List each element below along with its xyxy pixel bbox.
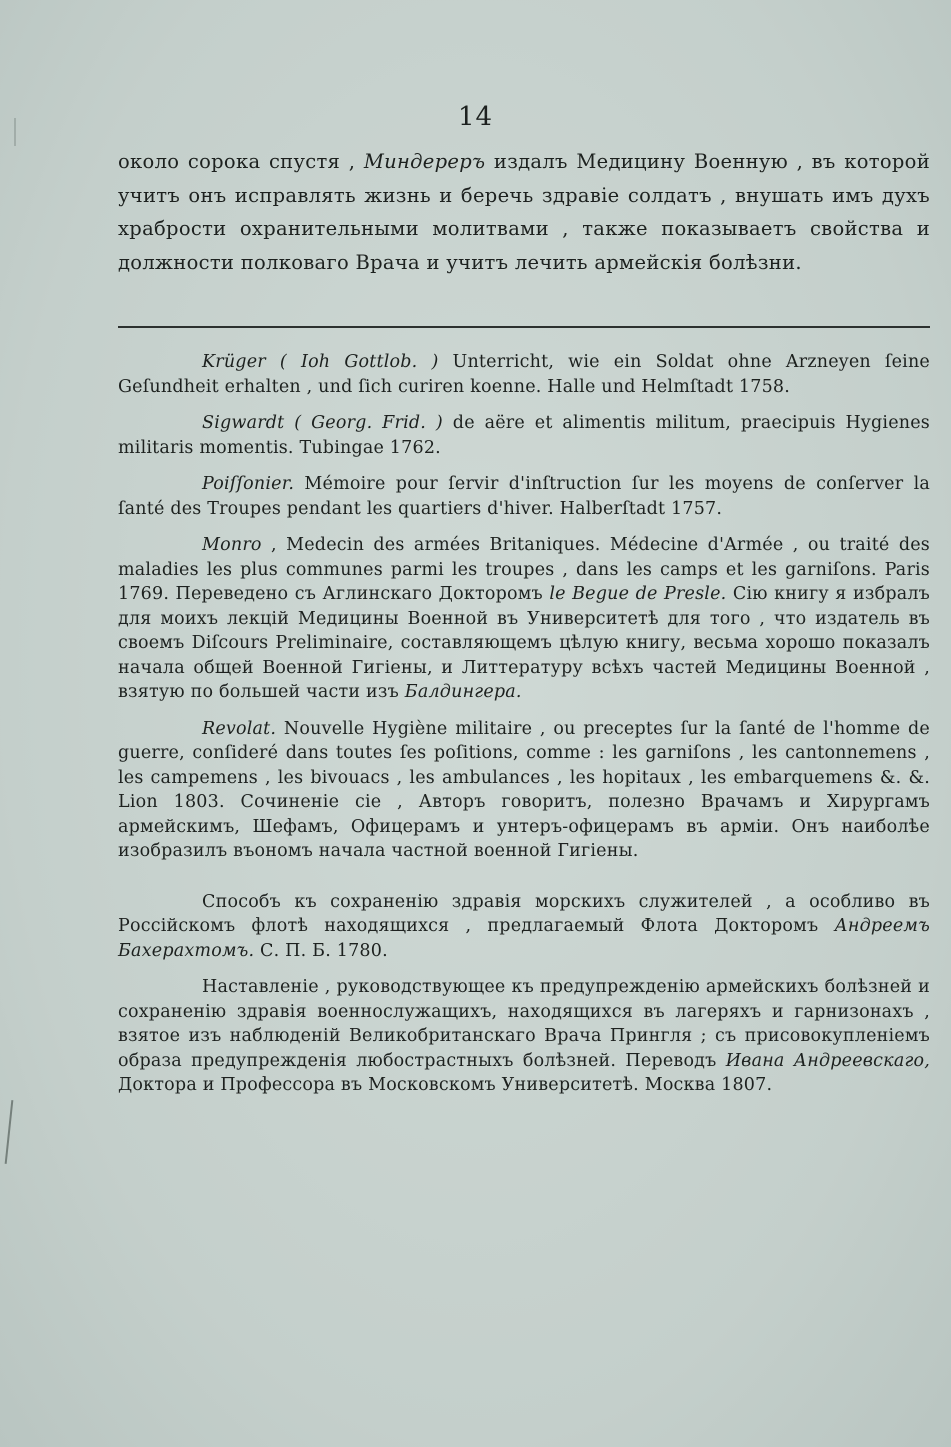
entry-text: С. П. Б. 1780. (254, 940, 388, 961)
bibliography-entry (118, 472, 930, 521)
entry-text: Наставленіе , руководствующее къ предупрежденію армейскихъ болѣзней и сохраненію здравія военнослужащихъ, находящихся въ лагеряхъ и гарнизонахъ , взятое изъ наблюденій Великобританскаго Врача Прингля ; съ присовокупленіемъ образа предупрежденія любострастныхъ болѣзней. Переводъ (118, 977, 930, 1071)
entry-author: Poiſſonier. (202, 474, 295, 494)
main-text (118, 145, 930, 279)
entry-author: Revolat. (202, 718, 277, 739)
entry-author: Monro (202, 535, 262, 555)
main-text-part: около сорока спустя , (118, 150, 364, 173)
author-name: Миндереръ (363, 150, 486, 173)
main-text-part: издалъ Медицину Военную , въ которой учитъ онъ исправлять жизнь и беречь здравіе солдатъ , внушать имъ духъ храбрости охранительными молитвами , также показываетъ свойства и должности полковаго Врача и учитъ лечить армейскія болѣзни. (118, 150, 930, 274)
footnote-divider (118, 326, 930, 328)
entry-text: Доктора и Профессора въ Московскомъ Университетѣ. Москва 1807. (118, 1075, 773, 1095)
bibliography-entry (118, 411, 930, 460)
entry-author: Krüger ( Ioh Gottlob. ) (202, 352, 439, 372)
entry-author: Балдингера. (404, 682, 522, 702)
bibliography-entry (118, 717, 930, 864)
entry-text: Сію книгу я избралъ для моихъ лекцій Медицины Военной въ Университетѣ для того , что издатель въ своемъ Diſcours Preliminaire, составляющемъ цѣлую книгу, весьма хорошо показалъ начала общей Военной Гигіены, и Литтературу всѣхъ частей Медицины Военной , взятую по большей части изъ (118, 584, 930, 702)
bibliography-entry (118, 533, 930, 705)
entry-author: Ивана Андреевскаго, (725, 1050, 930, 1071)
entry-text: Mémoire pour ſervir d'inſtruction ſur les moyens de conſerver la ſanté des Troupes pendant les quartiers d'hiver. Halberſtadt 1757. (118, 474, 930, 519)
entry-author: Андреемъ Бахерахтомъ. (118, 916, 930, 961)
main-paragraph (118, 145, 930, 279)
bibliography-notes (118, 350, 930, 1110)
entry-text: Unterricht, wie ein Soldat ohne Arzneyen ſeine Geſundheit erhalten , und ſich curiren koenne. Halle und Helmſtadt 1758. (118, 352, 930, 397)
entry-text: de aëre et alimentis militum, praecipuis Hygienes militaris momentis. Tubingae 1762. (118, 413, 930, 458)
entry-text: Способъ къ сохраненію здравія морскихъ служителей , а особливо въ Россійскомъ флотѣ находящихся , предлагаемый Флота Докторомъ (118, 891, 930, 936)
entry-text: Nouvelle Hygiène militaire , ou preceptes ſur la ſanté de l'homme de guerre, conſideré dans toutes ſes poſitions, comme : les garniſons , les cantonnemens , les campemens , les bivouacs , les ambulances , les hopitaux , les embarquemens &. &. Lion 1803. Сочиненіе сіе , Авторъ говоритъ, полезно Врачамъ и Хирургамъ армейскимъ, Шефамъ, Офицерамъ и унтеръ-офицерамъ въ арміи. Онъ наиболѣе изобразилъ въономъ начала частной военной Гигіены. (118, 718, 930, 861)
margin-mark (5, 1100, 14, 1164)
bibliography-entry (118, 890, 930, 964)
entry-text: , Medecin des armées Britaniques. Médecine d'Armée , ou traité des maladies les plus communes parmi les troupes , dans les camps et les garniſons. Paris 1769. Переведено съ Аглинскаго Докторомъ (118, 535, 930, 604)
bibliography-entry (118, 350, 930, 399)
page-number: 14 (457, 102, 494, 132)
bibliography-entry (118, 975, 930, 1098)
entry-author: Sigwardt ( Georg. Frid. ) (202, 413, 443, 433)
entry-author: le Begue de Presle. (549, 584, 727, 604)
